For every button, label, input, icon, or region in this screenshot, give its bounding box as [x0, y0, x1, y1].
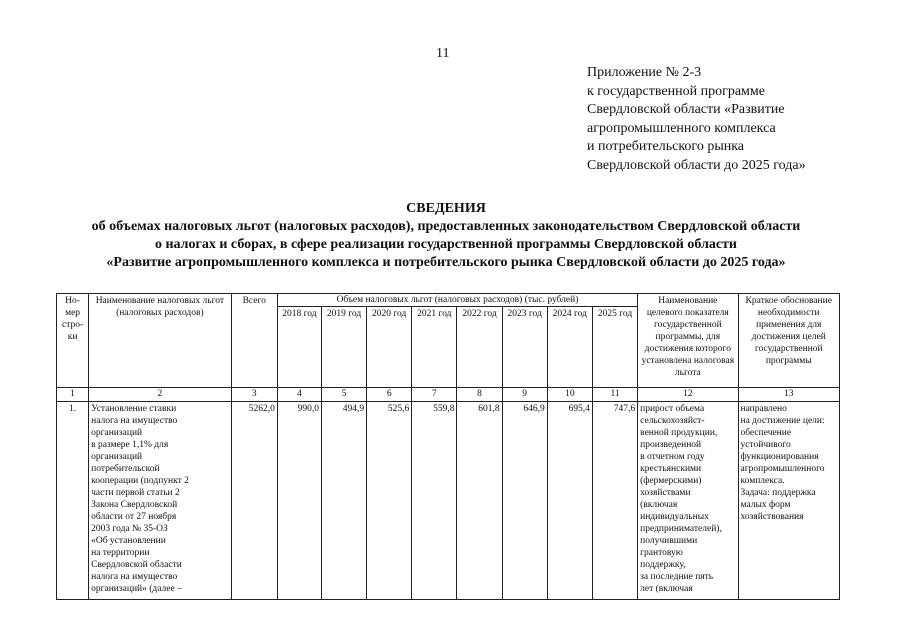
- column-number: 9: [502, 388, 547, 402]
- indicator-line: предпринимателей),: [640, 524, 722, 534]
- column-number: 4: [277, 388, 321, 402]
- column-number: 12: [638, 388, 738, 402]
- header-year: 2022 год: [457, 307, 502, 388]
- benefit-name-line: на территории: [91, 548, 150, 558]
- indicator-line: грантовую: [640, 548, 683, 558]
- indicator-line: за последние пять: [640, 572, 714, 582]
- header-year: 2019 год: [321, 307, 366, 388]
- title-line: об объемах налоговых льгот (налоговых расходов), предоставленных законодательством Свердловской области: [91, 219, 801, 234]
- title-line: «Развитие агропромышленного комплекса и потребительского рынка Свердловской области до 2025 года»: [106, 255, 786, 270]
- column-number: 11: [592, 388, 637, 402]
- header-year: 2018 год: [277, 307, 321, 388]
- justification: [738, 402, 840, 600]
- column-number: 1: [57, 388, 89, 402]
- indicator-line: в отчетном году: [640, 452, 705, 462]
- title-heading: СВЕДЕНИЯ: [406, 201, 486, 216]
- benefit-name-line: организаций» (далее –: [91, 584, 182, 594]
- benefit-name-line: Свердловской области: [91, 560, 182, 570]
- justification-line: агропромышленного: [740, 464, 825, 474]
- indicator-line: хозяйствами: [640, 488, 691, 498]
- row-number: 1.: [57, 402, 89, 600]
- indicator-line: (включая: [640, 500, 678, 510]
- justification-line: обеспечение: [740, 428, 792, 438]
- indicator-line: индивидуальных: [640, 512, 709, 522]
- benefit-name-line: «Об установлении: [91, 536, 166, 546]
- appendix-line: агропромышленного комплекса: [587, 120, 776, 136]
- page-number: 11: [436, 46, 450, 61]
- column-number: 10: [547, 388, 592, 402]
- indicator-line: произведенной: [640, 440, 702, 450]
- year-value: 646,9: [502, 402, 547, 600]
- table-row: [57, 402, 840, 600]
- year-value: 990,0: [277, 402, 321, 600]
- indicator-line: крестьянскими: [640, 464, 702, 474]
- appendix-line: к государственной программе: [587, 83, 765, 99]
- benefit-name-line: Закона Свердловской: [91, 500, 178, 510]
- column-number: 3: [231, 388, 277, 402]
- header-total: Всего: [231, 294, 277, 388]
- indicator-line: прирост объема: [640, 404, 705, 414]
- appendix-line: и потребительского рынка: [587, 139, 745, 154]
- justification-line: малых форм: [740, 500, 791, 510]
- benefit-name-line: части первой статьи 2: [91, 488, 180, 498]
- year-value: 601,8: [457, 402, 502, 600]
- year-value: 747,6: [592, 402, 637, 600]
- indicator-line: получившими: [640, 536, 698, 546]
- justification-line: Задача: поддержка: [740, 488, 816, 498]
- appendix-line: Приложение № 2-3: [587, 65, 702, 80]
- header-year: 2021 год: [412, 307, 457, 388]
- column-number: 6: [367, 388, 412, 402]
- benefit-name-line: налога на имущество: [91, 572, 178, 582]
- column-number: 5: [321, 388, 366, 402]
- year-value: 525,6: [367, 402, 412, 600]
- justification-line: комплекса.: [740, 476, 785, 486]
- benefit-name-line: потребительской: [91, 464, 160, 474]
- appendix-line: Свердловской области до 2025 года»: [587, 157, 806, 173]
- year-value: 695,4: [547, 402, 592, 600]
- header-volume: Объем налоговых льгот (налоговых расходов) (тыс. рублей): [277, 294, 637, 307]
- target-indicator: [638, 402, 738, 600]
- benefit-name-line: Установление ставки: [91, 404, 177, 414]
- total-value: 5262,0: [231, 402, 277, 600]
- justification-line: функционирования: [740, 452, 819, 462]
- document-title: [40, 200, 852, 272]
- indicator-line: сельскохозяйст-: [640, 416, 705, 426]
- column-numbers-row: [57, 388, 840, 402]
- benefit-name-line: организаций: [91, 452, 143, 462]
- header-name: Наименование налоговых льгот (налоговых расходов): [89, 294, 232, 388]
- benefit-name-line: кооперации (подпункт 2: [91, 476, 189, 486]
- year-value: 559,8: [412, 402, 457, 600]
- header-justification: Краткое обоснование необходимости применения для достижения целей государственной программы: [738, 294, 840, 388]
- header-target-indicator: Наименование целевого показателя государственной программы, для достижения которого установлена налоговая льгота: [638, 294, 738, 388]
- appendix-note: [587, 64, 887, 175]
- column-number: 7: [412, 388, 457, 402]
- indicator-line: лет (включая: [640, 584, 693, 594]
- indicator-line: венной продукции,: [640, 428, 718, 438]
- header-year: 2024 год: [547, 307, 592, 388]
- indicator-line: (фермерскими): [640, 476, 702, 486]
- justification-line: хозяйствования: [740, 512, 804, 522]
- benefit-name-line: в размере 1,1% для: [91, 440, 169, 450]
- indicator-line: поддержку,: [640, 560, 686, 570]
- column-number: 2: [89, 388, 232, 402]
- column-number: 13: [738, 388, 840, 402]
- justification-line: на достижение цели:: [740, 416, 825, 426]
- header-year: 2023 год: [502, 307, 547, 388]
- benefit-name-line: налога на имущество: [91, 416, 178, 426]
- benefit-name-line: области от 27 ноября: [91, 512, 177, 522]
- benefit-name-line: 2003 года № 35-ОЗ: [91, 524, 168, 534]
- header-row-number: Но-мер стро-ки: [57, 294, 89, 388]
- benefit-name-line: организаций: [91, 428, 143, 438]
- title-line: о налогах и сборах, в сфере реализации государственной программы Свердловской области: [154, 237, 738, 252]
- header-year: 2020 год: [367, 307, 412, 388]
- table-header-row: [57, 294, 840, 307]
- column-number: 8: [457, 388, 502, 402]
- benefit-name: [89, 402, 232, 600]
- justification-line: направлено: [740, 404, 787, 414]
- appendix-line: Свердловской области «Развитие: [587, 102, 785, 117]
- header-year: 2025 год: [592, 307, 637, 388]
- justification-line: устойчивого: [740, 440, 791, 450]
- year-value: 494,9: [321, 402, 366, 600]
- tax-benefits-table: [56, 293, 840, 600]
